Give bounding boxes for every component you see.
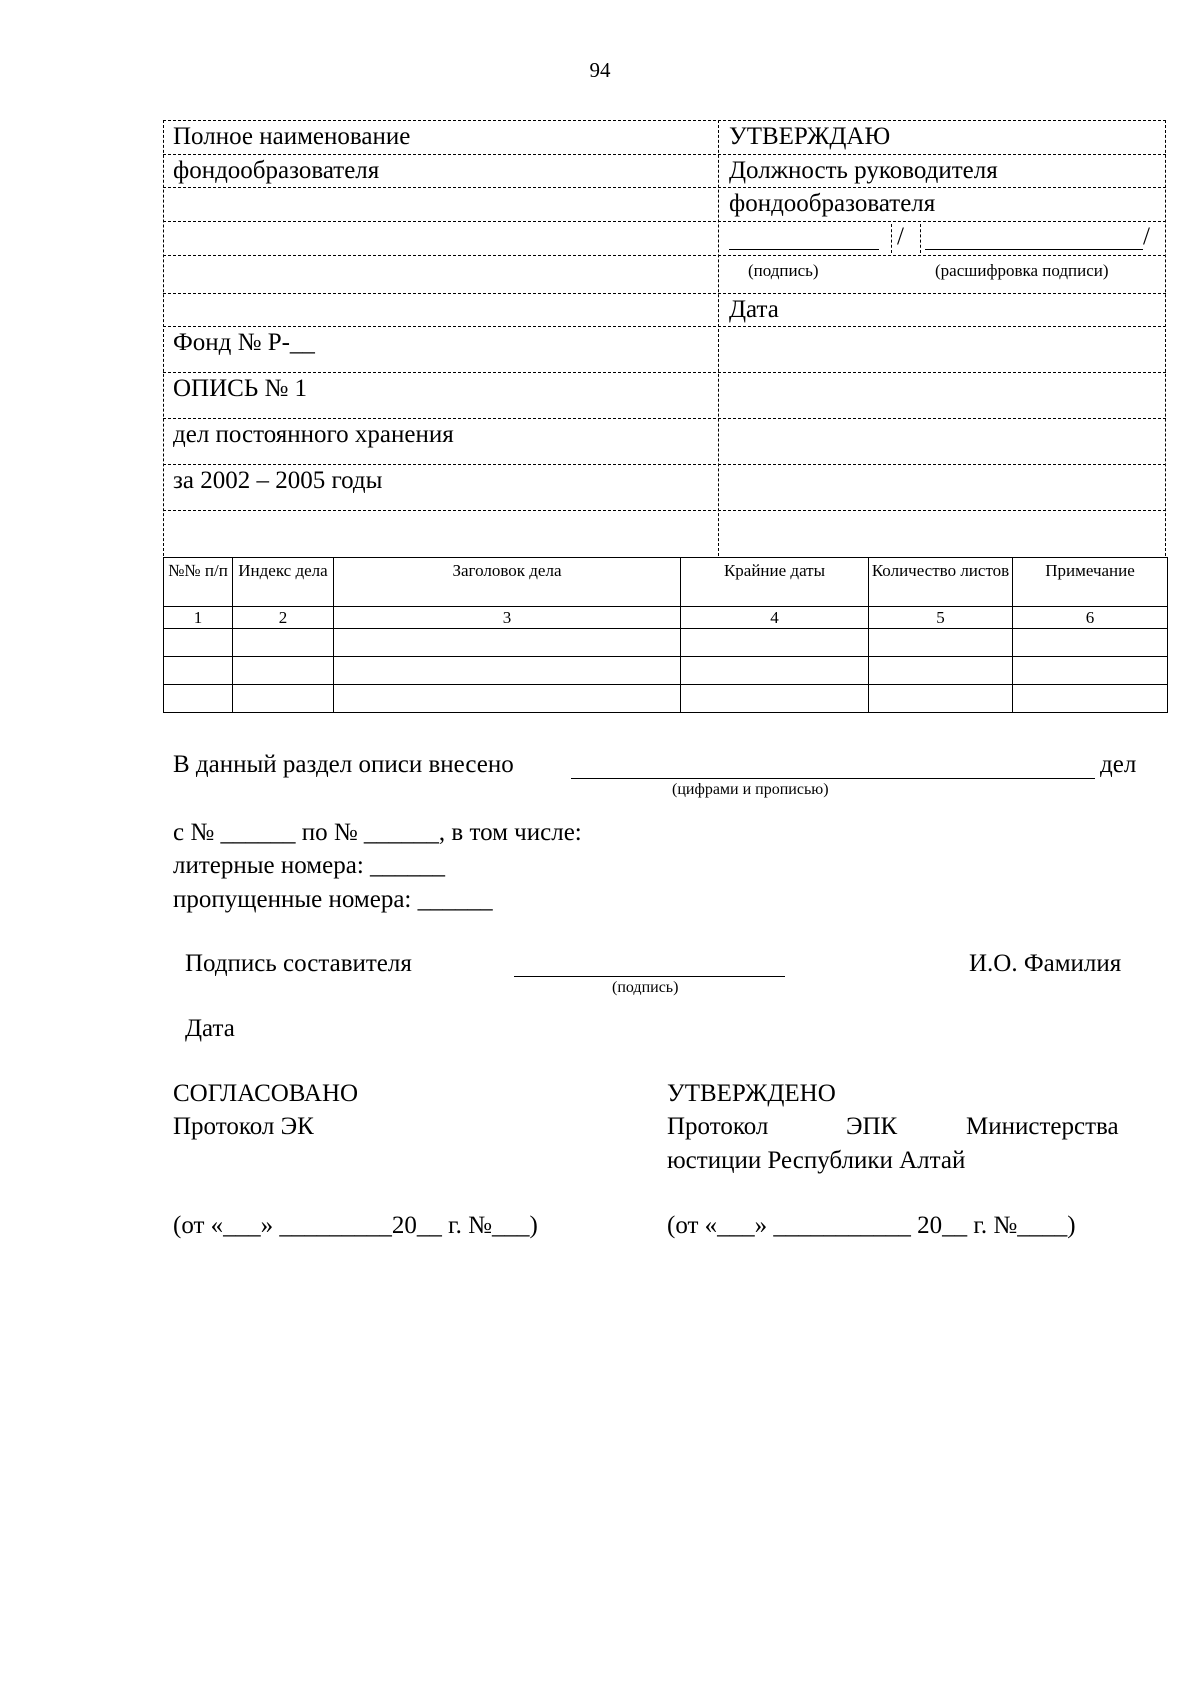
grid-line	[163, 154, 1166, 155]
entered-label: В данный раздел описи внесено	[173, 751, 514, 778]
org-name-label: Полное наименование	[173, 123, 411, 150]
table-cell[interactable]	[233, 685, 334, 713]
column-number: 2	[233, 607, 334, 629]
table-cell[interactable]	[164, 657, 233, 685]
grid-line	[163, 464, 1166, 465]
approved-protocol-word: Протокол	[667, 1113, 769, 1140]
compiler-signature-label: Подпись составителя	[185, 950, 412, 977]
grid-line	[920, 224, 921, 253]
grid-line	[163, 221, 1166, 222]
approve-date-label: Дата	[729, 296, 779, 323]
decoding-caption: (расшифровка подписи)	[935, 261, 1109, 280]
range-line: с № ______ по № ______, в том числе:	[173, 819, 582, 846]
agreed-date-line: (от «___» _________20__ г. №___)	[173, 1212, 538, 1239]
entered-suffix: дел	[1100, 751, 1137, 778]
slash: /	[897, 223, 904, 250]
table-cell[interactable]	[334, 629, 681, 657]
table-cell[interactable]	[334, 685, 681, 713]
opis-number: ОПИСЬ № 1	[173, 375, 308, 402]
approved-epk-word: ЭПК	[846, 1113, 898, 1140]
approved-ministry-line: юстиции Республики Алтай	[667, 1147, 966, 1174]
approved-date-line: (от «___» ___________ 20__ г. №____)	[667, 1212, 1076, 1239]
compiler-signature-caption: (подпись)	[612, 979, 679, 996]
grid-line	[718, 120, 719, 556]
grid-line	[163, 293, 1166, 294]
header-grid	[163, 120, 1166, 556]
page-number: 94	[589, 58, 611, 82]
grid-line	[1165, 120, 1166, 556]
column-number: 6	[1013, 607, 1168, 629]
table-cell[interactable]	[233, 629, 334, 657]
grid-line	[891, 224, 892, 253]
agreed-protocol: Протокол ЭК	[173, 1113, 314, 1140]
grid-line	[163, 372, 1166, 373]
table-cell[interactable]	[681, 629, 869, 657]
column-header: Примечание	[1013, 558, 1168, 607]
grid-line	[163, 510, 1166, 511]
table-cell[interactable]	[681, 685, 869, 713]
fond-number: Фонд № Р-__	[173, 329, 315, 356]
table-row	[164, 657, 1168, 685]
table-header-row	[164, 558, 1168, 607]
column-number: 3	[334, 607, 681, 629]
missing-numbers-line: пропущенные номера: ______	[173, 886, 493, 913]
literal-numbers-line: литерные номера: ______	[173, 852, 446, 879]
inventory-table	[163, 557, 1168, 713]
table-cell[interactable]	[869, 629, 1013, 657]
table-row	[164, 685, 1168, 713]
table-cell[interactable]	[1013, 657, 1168, 685]
grid-line	[163, 418, 1166, 419]
column-number-row	[164, 607, 1168, 629]
column-number: 1	[164, 607, 233, 629]
approve-heading: УТВЕРЖДАЮ	[729, 123, 891, 150]
column-header: Заголовок дела	[334, 558, 681, 607]
column-number: 4	[681, 607, 869, 629]
compiler-signature-line[interactable]	[514, 976, 785, 977]
column-header: Крайние даты	[681, 558, 869, 607]
column-header: Количество листов	[869, 558, 1013, 607]
table-cell[interactable]	[164, 629, 233, 657]
column-header: №№ п/п	[164, 558, 233, 607]
entered-count-field[interactable]	[571, 778, 1095, 779]
org-name-label-2: фондообразователя	[173, 157, 380, 184]
table-cell[interactable]	[1013, 629, 1168, 657]
storage-kind: дел постоянного хранения	[173, 421, 454, 448]
column-number: 5	[869, 607, 1013, 629]
head-position-label: Должность руководителя	[729, 157, 998, 184]
signature-line	[729, 249, 879, 250]
grid-line	[163, 120, 1166, 121]
table-cell[interactable]	[233, 657, 334, 685]
compiler-date-label: Дата	[185, 1015, 235, 1042]
table-cell[interactable]	[681, 657, 869, 685]
approved-ministry-word: Министерства	[966, 1113, 1119, 1140]
grid-line	[163, 255, 1166, 256]
head-position-label-2: фондообразователя	[729, 190, 936, 217]
entered-caption: (цифрами и прописью)	[672, 781, 829, 798]
table-cell[interactable]	[869, 685, 1013, 713]
table-row	[164, 629, 1168, 657]
grid-line	[163, 120, 164, 556]
table-cell[interactable]	[334, 657, 681, 685]
column-header: Индекс дела	[233, 558, 334, 607]
table-cell[interactable]	[1013, 685, 1168, 713]
years-range: за 2002 – 2005 годы	[173, 467, 383, 494]
grid-line	[163, 187, 1166, 188]
signature-caption: (подпись)	[748, 261, 819, 280]
compiler-name: И.О. Фамилия	[969, 950, 1122, 977]
signature-decoding-line	[925, 249, 1143, 250]
approved-title: УТВЕРЖДЕНО	[667, 1080, 836, 1107]
agreed-title: СОГЛАСОВАНО	[173, 1080, 359, 1107]
table-cell[interactable]	[869, 657, 1013, 685]
grid-line	[163, 326, 1166, 327]
table-cell[interactable]	[164, 685, 233, 713]
slash: /	[1143, 223, 1150, 250]
